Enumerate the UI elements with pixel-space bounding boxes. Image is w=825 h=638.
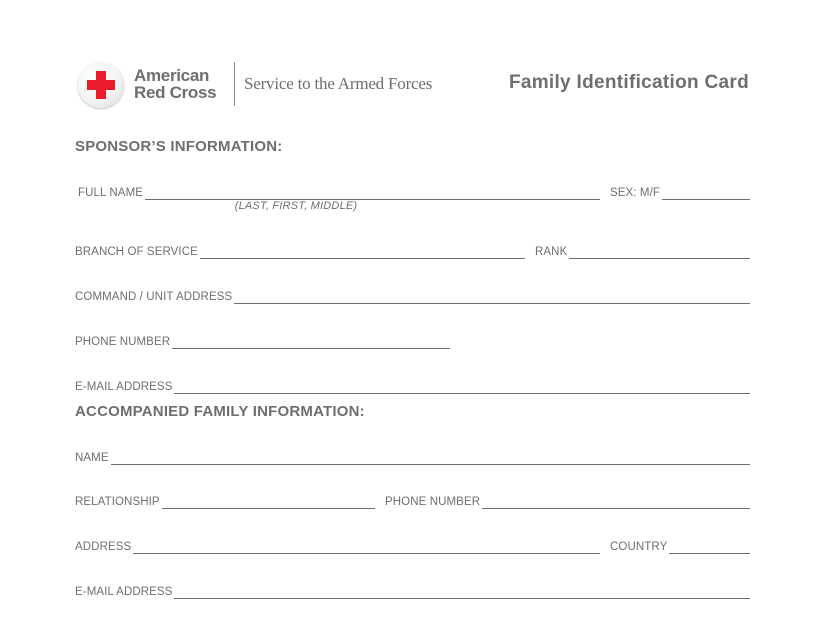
sponsor-sex-label: SEX: M/F <box>610 187 661 199</box>
card-title: Family Identification Card <box>508 72 749 93</box>
family-section-heading: ACCOMPANIED FAMILY INFORMATION: <box>75 403 365 420</box>
sponsor-phone-input[interactable] <box>172 335 450 349</box>
sponsor-rank-label: RANK <box>535 246 568 258</box>
sponsor-full-name-hint: (LAST, FIRST, MIDDLE) <box>234 200 358 212</box>
family-relationship-input[interactable] <box>162 495 375 509</box>
brand-tagline: Service to the Armed Forces <box>244 74 433 93</box>
family-name-label: NAME <box>75 452 109 464</box>
red-cross-logo <box>78 62 124 108</box>
family-address-row <box>75 538 750 554</box>
sponsor-full-name-field[interactable] <box>78 184 600 200</box>
sponsor-email-row <box>75 378 750 394</box>
family-country-field[interactable] <box>610 538 750 554</box>
sponsor-sex-field[interactable] <box>610 184 750 200</box>
sponsor-command-label: COMMAND / UNIT ADDRESS <box>75 291 233 303</box>
sponsor-command-input[interactable] <box>234 290 750 304</box>
family-email-field[interactable] <box>75 583 750 599</box>
family-address-field[interactable] <box>75 538 600 554</box>
sponsor-sex-input[interactable] <box>662 186 750 200</box>
family-phone-label: PHONE NUMBER <box>385 496 481 508</box>
brand-divider <box>234 62 235 106</box>
sponsor-command-field[interactable] <box>75 288 750 304</box>
sponsor-email-input[interactable] <box>174 380 750 394</box>
sponsor-phone-row <box>75 333 750 349</box>
sponsor-command-row <box>75 288 750 304</box>
family-name-field[interactable] <box>75 449 750 465</box>
sponsor-phone-field[interactable] <box>75 333 450 349</box>
brand-name-line2: Red Cross <box>134 83 217 102</box>
red-cross-icon <box>87 71 115 99</box>
sponsor-branch-input[interactable] <box>200 245 525 259</box>
sponsor-section-heading: SPONSOR’S INFORMATION: <box>75 138 283 155</box>
sponsor-phone-label: PHONE NUMBER <box>75 336 171 348</box>
family-relationship-row <box>75 493 750 509</box>
sponsor-branch-label: BRANCH OF SERVICE <box>75 246 198 258</box>
sponsor-branch-row <box>75 243 750 259</box>
family-name-input[interactable] <box>111 451 750 465</box>
family-email-row <box>75 583 750 599</box>
sponsor-branch-field[interactable] <box>75 243 525 259</box>
brand-name <box>134 67 216 101</box>
sponsor-email-label: E-MAIL ADDRESS <box>75 381 173 393</box>
sponsor-rank-input[interactable] <box>569 245 750 259</box>
family-phone-field[interactable] <box>385 493 750 509</box>
family-relationship-label: RELATIONSHIP <box>75 496 160 508</box>
sponsor-name-row <box>75 184 750 200</box>
family-phone-input[interactable] <box>482 495 750 509</box>
brand-name-line1: American <box>134 66 210 85</box>
family-country-label: COUNTRY <box>610 541 668 553</box>
sponsor-email-field[interactable] <box>75 378 750 394</box>
family-relationship-field[interactable] <box>75 493 375 509</box>
family-name-row <box>75 449 750 465</box>
family-address-input[interactable] <box>133 540 600 554</box>
family-country-input[interactable] <box>669 540 750 554</box>
family-email-input[interactable] <box>174 585 750 599</box>
family-email-label: E-MAIL ADDRESS <box>75 586 173 598</box>
sponsor-rank-field[interactable] <box>535 243 750 259</box>
family-address-label: ADDRESS <box>75 541 132 553</box>
sponsor-full-name-label: FULL NAME <box>78 187 144 199</box>
sponsor-full-name-input[interactable] <box>145 186 600 200</box>
